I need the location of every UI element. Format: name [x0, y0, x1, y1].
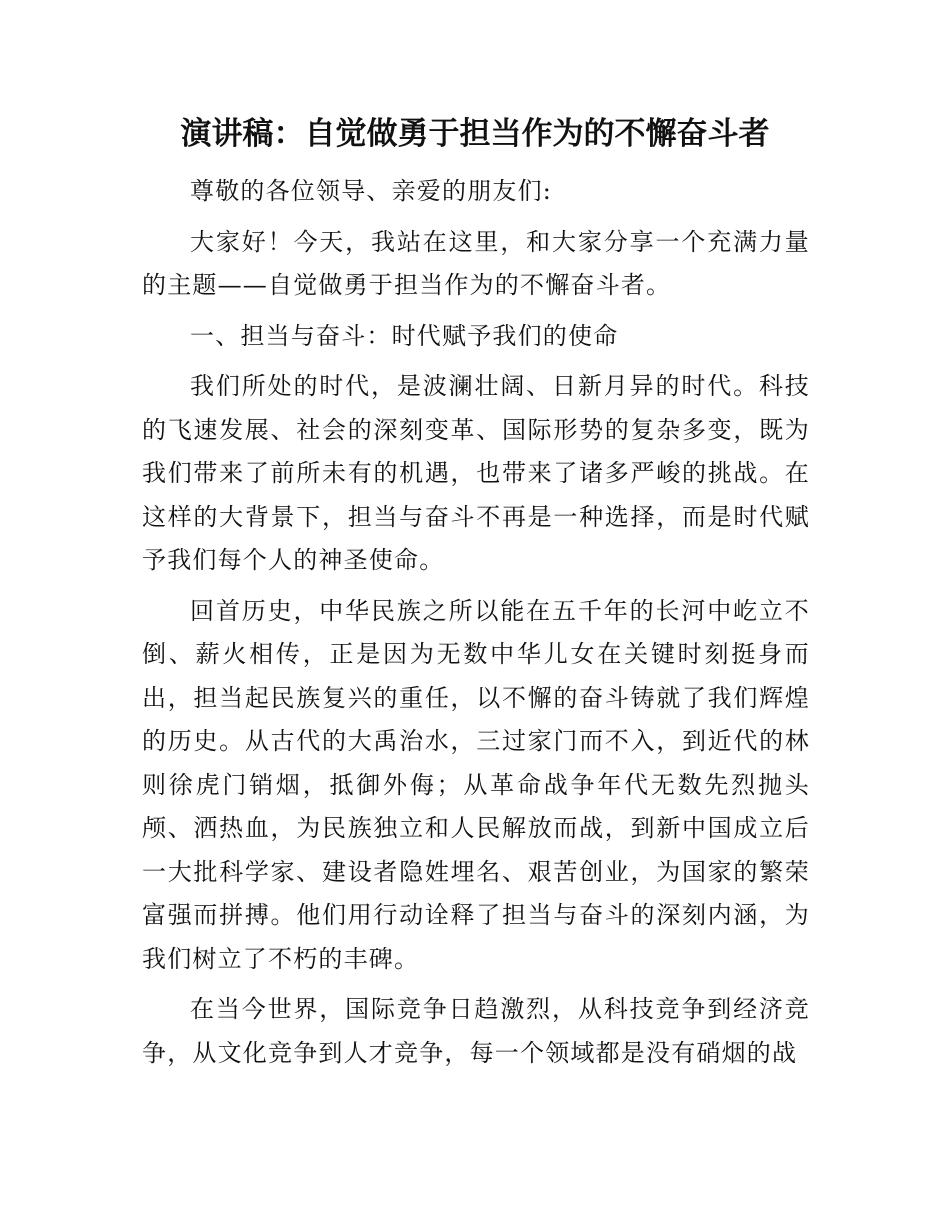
- section-heading: 一、担当与奋斗：时代赋予我们的使命: [190, 321, 619, 350]
- body-paragraph: 我们所处的时代，是波澜壮阔、日新月异的时代。科技的飞速发展、社会的深刻变革、国际形势的复杂多变，既为我们带来了前所未有的机遇，也带来了诸多严峻的挑战。在这样的大背景下，担当与奋斗不再是一种选择，而是时代赋予我们每个人的神圣使命。: [142, 372, 810, 574]
- document-title: 演讲稿：自觉做勇于担当作为的不懈奋斗者: [180, 116, 770, 152]
- opening-paragraph: 大家好！今天，我站在这里，和大家分享一个充满力量的主题——自觉做勇于担当作为的不懈奋斗者。: [142, 227, 810, 299]
- body-paragraph: 回首历史，中华民族之所以能在五千年的长河中屹立不倒、薪火相传，正是因为无数中华儿女在关键时刻挺身而出，担当起民族复兴的重任，以不懈的奋斗铸就了我们辉煌的历史。从古代的大禹治水，三过家门而不入，到近代的林则徐虎门销烟，抵御外侮；从革命战争年代无数先烈抛头颅、洒热血，为民族独立和人民解放而战，到新中国成立后一大批科学家、建设者隐姓埋名、艰苦创业，为国家的繁荣富强而拼搏。他们用行动诠释了担当与奋斗的深刻内涵，为我们树立了不朽的丰碑。: [142, 596, 810, 973]
- salutation: 尊敬的各位领导、亲爱的朋友们:: [190, 177, 553, 205]
- body-paragraph: 在当今世界，国际竞争日趋激烈，从科技竞争到经济竞争，从文化竞争到人才竞争，每一个领域都是没有硝烟的战: [142, 995, 810, 1067]
- document-body: [142, 170, 810, 1082]
